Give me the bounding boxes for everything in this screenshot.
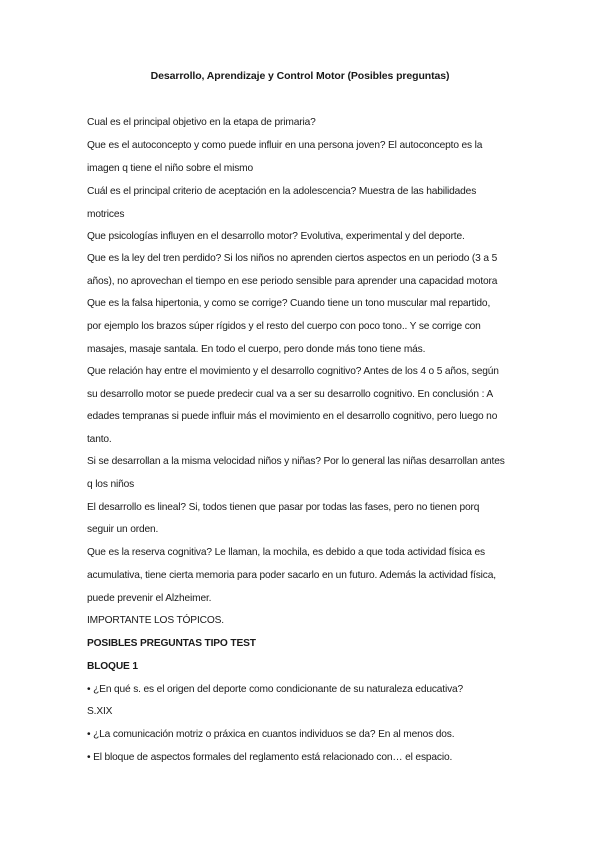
text-line: años), no aprovechan el tiempo en ese periodo sensible para aprender una capacidad motora [87, 276, 498, 287]
section-heading: BLOQUE 1 [87, 661, 138, 672]
text-line: acumulativa, tiene cierta memoria para poder sacarlo en un futuro. Además la actividad física, [87, 570, 496, 581]
text-line: • ¿En qué s. es el origen del deporte como condicionante de su naturaleza educativa? [87, 684, 464, 695]
text-line: edades tempranas si puede influir más el movimiento en el desarrollo cognitivo, pero luego no [87, 411, 498, 422]
text-line: puede prevenir el Alzheimer. [87, 593, 212, 604]
text-line: imagen q tiene el niño sobre el mismo [87, 163, 254, 174]
text-line: Si se desarrollan a la misma velocidad niños y niñas? Por lo general las niñas desarrollan antes [87, 456, 505, 467]
text-line: por ejemplo los brazos súper rígidos y el resto del cuerpo con poco tono.. Y se corrige con [87, 321, 481, 332]
text-line: Que psicologías influyen en el desarrollo motor? Evolutiva, experimental y del deporte. [87, 231, 465, 242]
text-line: El desarrollo es lineal? Si, todos tienen que pasar por todas las fases, pero no tienen porq [87, 502, 480, 513]
text-line: • ¿La comunicación motriz o práxica en cuantos individuos se da? En al menos dos. [87, 729, 455, 740]
text-line: Que es la ley del tren perdido? Si los niños no aprenden ciertos aspectos en un periodo (3 a 5 [87, 253, 498, 264]
text-line: Cuál es el principal criterio de aceptación en la adolescencia? Muestra de las habilidades [87, 186, 477, 197]
text-line: Cual es el principal objetivo en la etapa de primaria? [87, 117, 316, 128]
text-line: su desarrollo motor se puede predecir cual va a ser su desarrollo cognitivo. En conclusión : A [87, 389, 494, 400]
section-heading: POSIBLES PREGUNTAS TIPO TEST [87, 638, 256, 649]
text-line: Que relación hay entre el movimiento y el desarrollo cognitivo? Antes de los 4 o 5 años, según [87, 366, 499, 377]
text-line: • El bloque de aspectos formales del reglamento está relacionado con… el espacio. [87, 752, 453, 763]
text-line: S.XIX [87, 706, 113, 717]
text-line: masajes, masaje santala. En todo el cuerpo, pero donde más tono tiene más. [87, 344, 426, 355]
text-line: Que es la reserva cognitiva? Le llaman, la mochila, es debido a que toda actividad física es [87, 547, 485, 558]
text-line: q los niños [87, 479, 135, 490]
text-line: Que es el autoconcepto y como puede influir en una persona joven? El autoconcepto es la [87, 140, 483, 151]
document-title: Desarrollo, Aprendizaje y Control Motor (Posibles preguntas) [150, 70, 450, 82]
text-line: motrices [87, 209, 125, 220]
text-line: IMPORTANTE LOS TÓPICOS. [87, 615, 224, 626]
text-line: seguir un orden. [87, 524, 159, 535]
text-line: tanto. [87, 434, 112, 445]
text-line: Que es la falsa hipertonia, y como se corrige? Cuando tiene un tono muscular mal repartido, [87, 298, 491, 309]
